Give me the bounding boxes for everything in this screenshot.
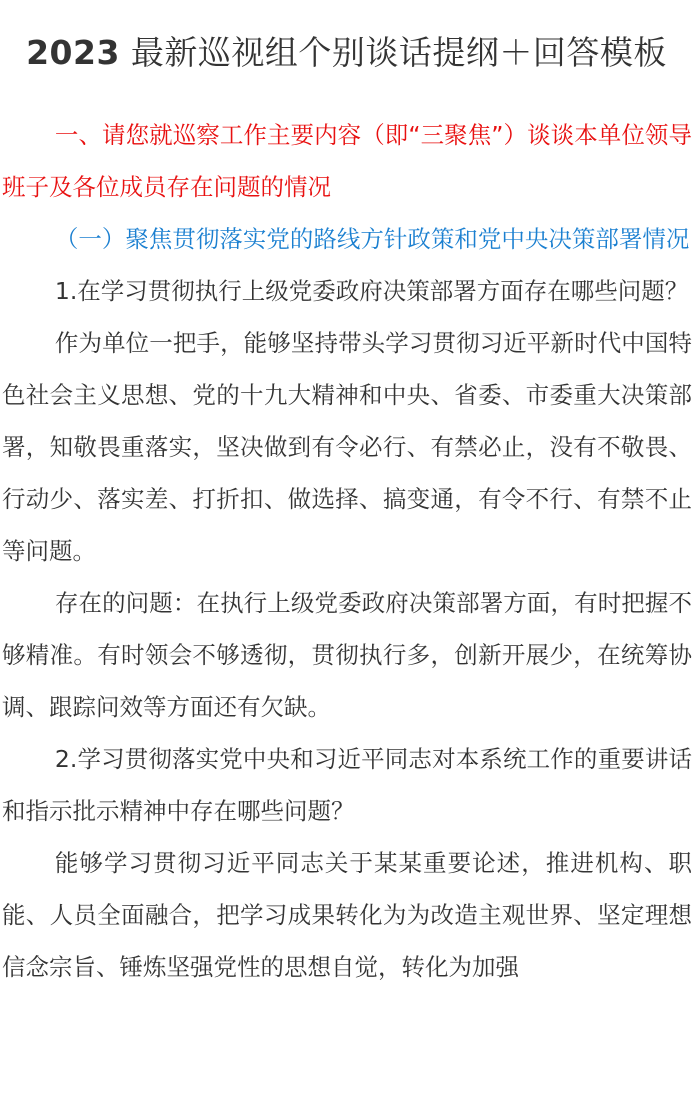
question-paragraph: 2.学习贯彻落实党中央和习近平同志对本系统工作的重要讲话和指示批示精神中存在哪些问题？ bbox=[2, 745, 692, 825]
question-paragraph: 1.在学习贯彻执行上级党委政府决策部署方面存在哪些问题？ bbox=[54, 277, 689, 305]
subsection-heading: （一）聚焦贯彻落实党的路线方针政策和党中央决策部署情况 bbox=[54, 225, 690, 253]
answer-paragraph: 能够学习贯彻习近平同志关于某某重要论述，推进机构、职能、人员全面融合，把学习成果转化为为改造主观世界、坚定理想信念宗旨、锤炼坚强党性的思想自觉，转化为加强 bbox=[2, 849, 692, 981]
document-body bbox=[0, 109, 693, 993]
document-title bbox=[0, 0, 693, 82]
title-year: 2023 bbox=[26, 33, 120, 72]
problem-paragraph: 存在的问题：在执行上级党委政府决策部署方面，有时把握不够精准。有时领会不够透彻，贯彻执行多，创新开展少，在统筹协调、跟踪问效等方面还有欠缺。 bbox=[2, 589, 692, 721]
answer-paragraph: 作为单位一把手，能够坚持带头学习贯彻习近平新时代中国特色社会主义思想、党的十九大精神和中央、省委、市委重大决策部署，知敬畏重落实，坚决做到有令必行、有禁必止，没有不敬畏、行动少、落实差、打折扣、做选择、搞变通，有令不行、有禁不止等问题。 bbox=[2, 329, 692, 565]
section-heading: 一、请您就巡察工作主要内容（即“三聚焦”）谈谈本单位领导班子及各位成员存在问题的情况 bbox=[2, 121, 692, 201]
title-text: 最新巡视组个别谈话提纲＋回答模板 bbox=[119, 33, 667, 72]
